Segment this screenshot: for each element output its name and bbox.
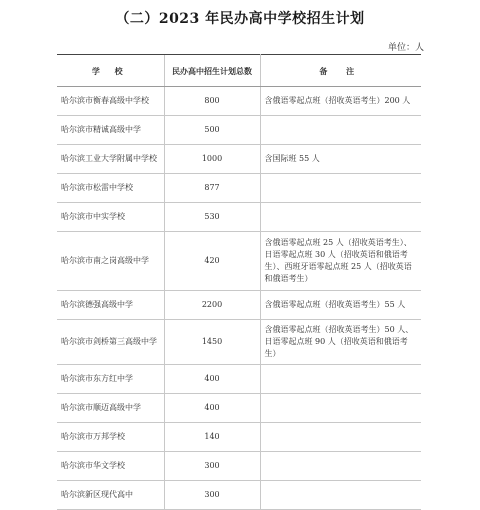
note-cell: 含俄语零起点班（招收英语考生）50 人、日语零起点班 90 人（招收英语和俄语考生） <box>260 320 421 365</box>
table-row <box>57 481 421 510</box>
school-cell: 哈尔滨市中实学校 <box>57 203 164 232</box>
note-cell: 含俄语零起点班 25 人（招收英语考生）、日语零起点班 30 人（招收英语和俄语考生）、西班牙语零起点班 25 人（招收英语和俄语考生） <box>260 232 421 291</box>
table-row <box>57 174 421 203</box>
total-cell: 530 <box>164 203 260 232</box>
note-cell: 含俄语零起点班（招收英语考生）200 人 <box>260 87 421 116</box>
table-row <box>57 116 421 145</box>
table-row <box>57 232 421 291</box>
note-cell <box>260 116 421 145</box>
total-cell: 400 <box>164 394 260 423</box>
school-cell: 哈尔滨市衡春高级中学校 <box>57 87 164 116</box>
note-cell: 含国际班 55 人 <box>260 145 421 174</box>
school-cell: 哈尔滨市顺迈高级中学 <box>57 394 164 423</box>
document-title: （二）2023 年民办高中学校招生计划 <box>115 11 365 27</box>
school-cell: 哈尔滨市华文学校 <box>57 452 164 481</box>
table-row <box>57 203 421 232</box>
school-cell: 哈尔滨市精诚高级中学 <box>57 116 164 145</box>
total-cell: 2200 <box>164 291 260 320</box>
column-header-school: 学 校 <box>57 55 164 87</box>
table-row <box>57 320 421 365</box>
total-cell: 140 <box>164 423 260 452</box>
total-cell: 877 <box>164 174 260 203</box>
table-row <box>57 87 421 116</box>
total-cell: 1450 <box>164 320 260 365</box>
table-row <box>57 394 421 423</box>
total-cell: 1000 <box>164 145 260 174</box>
enrollment-plan-table <box>57 54 421 510</box>
note-cell <box>260 452 421 481</box>
school-cell: 哈尔滨市南之岗高级中学 <box>57 232 164 291</box>
unit-label: 单位：人 <box>387 43 424 53</box>
school-cell: 哈尔滨新区现代高中 <box>57 481 164 510</box>
total-cell: 400 <box>164 365 260 394</box>
note-cell <box>260 203 421 232</box>
total-cell: 300 <box>164 481 260 510</box>
note-cell <box>260 174 421 203</box>
school-cell: 哈尔滨市东方红中学 <box>57 365 164 394</box>
note-cell <box>260 394 421 423</box>
table-header-row <box>57 55 421 87</box>
table-row <box>57 145 421 174</box>
school-cell: 哈尔滨工业大学附属中学校 <box>57 145 164 174</box>
note-cell: 含俄语零起点班（招收英语考生）55 人 <box>260 291 421 320</box>
school-cell: 哈尔滨德强高级中学 <box>57 291 164 320</box>
school-cell: 哈尔滨市剑桥第三高级中学 <box>57 320 164 365</box>
school-cell: 哈尔滨市万邦学校 <box>57 423 164 452</box>
note-cell <box>260 423 421 452</box>
school-cell: 哈尔滨市松雷中学校 <box>57 174 164 203</box>
column-header-note: 备 注 <box>260 55 421 87</box>
table-row <box>57 365 421 394</box>
total-cell: 300 <box>164 452 260 481</box>
total-cell: 800 <box>164 87 260 116</box>
table-row <box>57 291 421 320</box>
table-row <box>57 423 421 452</box>
note-cell <box>260 365 421 394</box>
note-cell <box>260 481 421 510</box>
total-cell: 500 <box>164 116 260 145</box>
table-row <box>57 452 421 481</box>
column-header-total: 民办高中招生计划总数 <box>164 55 260 87</box>
total-cell: 420 <box>164 232 260 291</box>
